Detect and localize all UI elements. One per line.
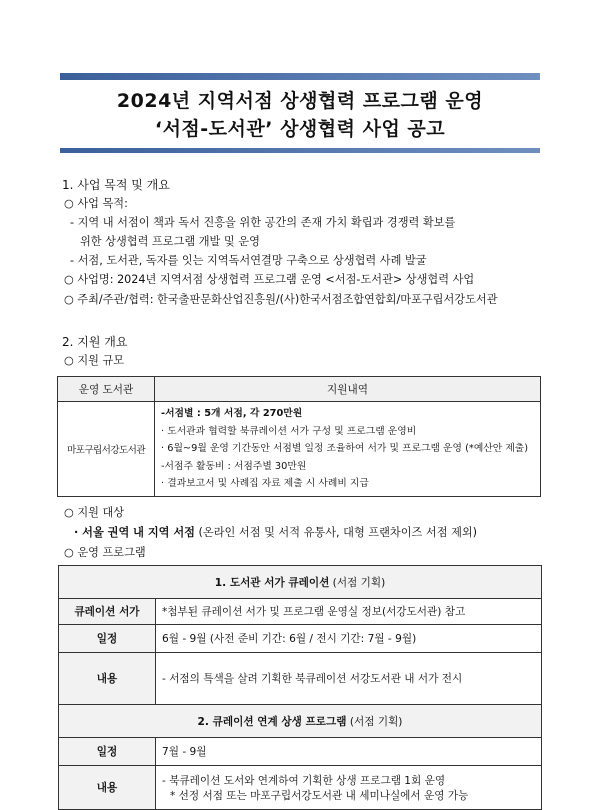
program2-row2-line-b: * 선정 서점 또는 마포구립서강도서관 내 세미나실에서 운영 가능 (170, 789, 469, 802)
program1-row3-value: - 서점의 특색을 살려 기획한 북큐레이션 서강도서관 내 서가 전시 (156, 653, 542, 705)
project-name: ○ 사업명: 2024년 지역서점 상생협력 프로그램 운영 <서점-도서관> 상생협력 사업 (64, 273, 475, 286)
program2-row2-label: 내용 (59, 766, 156, 810)
page-title-line2: ‘서점-도서관’ 상생협력 사업 공고 (154, 118, 446, 140)
purpose-item-2: - 서점, 도서관, 독자를 잇는 지역독서연결망 구축으로 상생협력 사례 발굴 (70, 254, 427, 267)
organizers: ○ 주최/주관/협력: 한국출판문화산업진흥원/(사)한국서점조합연합회/마포구립서강도서관 (64, 293, 498, 306)
program2-note: (서점 기획) (346, 715, 403, 728)
support-table (57, 376, 541, 497)
support-item: · 도서관과 협력할 북큐레이션 서가 구성 및 프로그램 운영비 (161, 425, 417, 437)
table-header-library: 운영 도서관 (58, 377, 155, 402)
program1-row3-label: 내용 (59, 653, 156, 705)
program2-row2-line-a: - 북큐레이션 도서와 연계하여 기획한 상생 프로그램 1회 운영 (162, 774, 446, 787)
program-label: ○ 운영 프로그램 (64, 546, 146, 559)
target-bold: · 서울 권역 내 지역 서점 (74, 526, 195, 539)
program1-title-cell (59, 566, 542, 599)
title-bottom-bar (60, 148, 540, 153)
purpose-item-1b: 위한 상생협력 프로그램 개발 및 운영 (80, 235, 260, 248)
section2-heading: 2. 지원 개요 (62, 335, 128, 349)
support-item: -서점주 활동비 : 서점주별 30만원 (161, 460, 307, 472)
program1-title: 1. 도서관 서가 큐레이션 (214, 576, 330, 589)
support-item: -서점별 : 5개 서점, 각 270만원 (161, 408, 303, 419)
program1-row1-label: 큐레이션 서가 (59, 599, 156, 625)
program1-row2-value: 6월 - 9월 (사전 준비 기간: 6월 / 전시 기간: 7월 - 9월) (156, 625, 542, 653)
target-rest: (온라인 서점 및 서적 유통사, 대형 프랜차이즈 서점 제외) (195, 526, 478, 539)
program2-title: 2. 큐레이션 연계 상생 프로그램 (197, 715, 347, 728)
table-header-details: 지원내역 (155, 377, 541, 402)
section1-heading: 1. 사업 목적 및 개요 (62, 178, 170, 192)
program1-row2-label: 일정 (59, 625, 156, 653)
page-title-line1: 2024년 지역서점 상생협력 프로그램 운영 (116, 90, 484, 112)
purpose-item-1a: - 지역 내 서점이 책과 독서 진흥을 위한 공간의 존재 가치 확립과 경쟁력 확보를 (70, 216, 456, 229)
program1-row1-value: *첨부된 큐레이션 서가 및 프로그램 운영실 정보(서강도서관) 참고 (156, 599, 542, 625)
support-item: · 결과보고서 및 사례집 자료 제출 시 사례비 지급 (161, 478, 369, 489)
scale-label: ○ 지원 규모 (64, 354, 125, 367)
support-item: · 6월~9월 운영 기간동안 서점별 일정 조율하여 서가 및 프로그램 운영 (*예산안 제출) (161, 443, 529, 454)
program2-row2-value (156, 766, 542, 810)
support-details (155, 402, 541, 497)
target-label: ○ 지원 대상 (64, 506, 125, 519)
program1-note: (서점 기획) (329, 576, 386, 589)
program2-title-cell (59, 705, 542, 738)
purpose-label: ○ 사업 목적: (64, 197, 128, 210)
program-table (58, 565, 542, 810)
program2-row1-value: 7월 - 9월 (156, 738, 542, 766)
target-description (74, 526, 477, 540)
title-top-bar (60, 73, 540, 80)
program2-row1-label: 일정 (59, 738, 156, 766)
library-name: 마포구립서강도서관 (58, 402, 155, 497)
